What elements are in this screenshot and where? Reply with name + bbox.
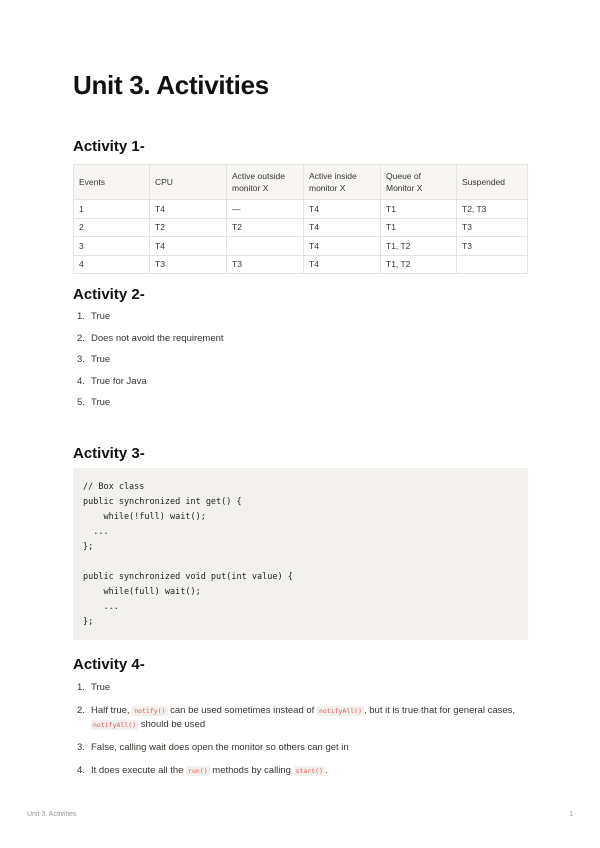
activity-4-heading: Activity 4- <box>73 656 145 673</box>
inline-code: start() <box>295 767 324 775</box>
list-item: 1. True <box>77 311 111 322</box>
table-cell: T3 <box>457 218 528 237</box>
inline-code: notify() <box>134 707 166 715</box>
table-cell: T3 <box>457 237 528 256</box>
activity-2-heading: Activity 2- <box>73 286 145 303</box>
table-cell <box>227 237 304 256</box>
list-item: 3. True <box>77 354 111 365</box>
table-cell: 1 <box>74 200 150 219</box>
list-item-text: True <box>91 311 111 322</box>
activity-3-heading: Activity 3- <box>73 445 145 462</box>
table-cell: T2 <box>227 218 304 237</box>
table-cell <box>457 255 528 274</box>
table-cell: T2, T3 <box>457 200 528 219</box>
table-cell: T1, T2 <box>381 237 457 256</box>
page-number: 1 <box>569 811 573 818</box>
table-cell: T3 <box>150 255 227 274</box>
list-item: 2. Half true, notify() can be used sometimes instead of notifyAll() , but it is true that for general cases, notifyAll() should be used <box>77 705 516 730</box>
table-cell: 3 <box>74 237 150 256</box>
list-item: 4. True for Java <box>77 375 147 387</box>
page-title: Unit 3. Activities <box>73 70 269 100</box>
table-header: Active outside monitor X <box>227 165 304 200</box>
inline-code: notifyAll() <box>318 707 362 715</box>
table-row <box>74 218 528 237</box>
list-item-text: True <box>91 354 111 365</box>
list-item: 4. It does execute all the run() methods by calling start() . <box>77 765 328 776</box>
list-item-text: Half true, <box>91 705 130 716</box>
list-item-text: Does not avoid the requirement <box>91 332 224 344</box>
table-header: Suspended <box>457 165 528 200</box>
inline-code: run() <box>188 767 208 775</box>
table-cell: T4 <box>150 200 227 219</box>
list-item-text: False, calling wait does open the monitor so others can get in <box>91 742 349 753</box>
list-item-text: True for Java <box>91 375 147 387</box>
activity-4-list <box>73 681 528 787</box>
activity-2-list <box>73 311 224 419</box>
list-item-text: methods by calling <box>212 765 291 776</box>
table-cell: T4 <box>304 255 381 274</box>
table-cell: T4 <box>150 237 227 256</box>
table-cell: T1 <box>381 200 457 219</box>
list-item-text: . <box>325 765 328 776</box>
table-cell: T2 <box>150 218 227 237</box>
list-item: 1. True <box>77 682 111 693</box>
list-item: 3. False, calling wait does open the monitor so others can get in <box>77 742 349 753</box>
list-item-text: , but it is true that for general cases, <box>364 705 516 716</box>
activity-1-table <box>73 164 528 274</box>
table-header-row <box>74 165 528 200</box>
list-item-text: should be used <box>140 719 206 730</box>
footer-title: Unit 3. Activities <box>27 811 77 818</box>
list-item-text: True <box>91 682 111 693</box>
table-cell: T1 <box>381 218 457 237</box>
list-item: 2. Does not avoid the requirement <box>77 332 224 344</box>
list-item-text: can be used sometimes instead of <box>170 705 315 716</box>
table-row <box>74 237 528 256</box>
code-block <box>73 468 528 640</box>
table-cell: — <box>227 200 304 219</box>
table-cell: 2 <box>74 218 150 237</box>
table-cell: T1, T2 <box>381 255 457 274</box>
inline-code: notifyAll() <box>93 721 137 729</box>
table-cell: T4 <box>304 200 381 219</box>
table-cell: T3 <box>227 255 304 274</box>
list-item: 5. True <box>77 397 111 408</box>
table-cell: 4 <box>74 255 150 274</box>
table-header: CPU <box>150 165 227 200</box>
table-header: Queue of Monitor X <box>381 165 457 200</box>
table-row <box>74 255 528 274</box>
table-row <box>74 200 528 219</box>
list-item-text: It does execute all the <box>91 765 184 776</box>
table-cell: T4 <box>304 218 381 237</box>
table-header: Active inside monitor X <box>304 165 381 200</box>
table-header: Events <box>74 165 150 200</box>
list-item-text: True <box>91 397 111 408</box>
table-cell: T4 <box>304 237 381 256</box>
activity-1-heading: Activity 1- <box>73 138 145 155</box>
code-text: // Box class public synchronized int get() { while(!full) wait(); ... }; public synchronized void put(int value) { while(full) wait(); ... }; <box>83 482 293 627</box>
